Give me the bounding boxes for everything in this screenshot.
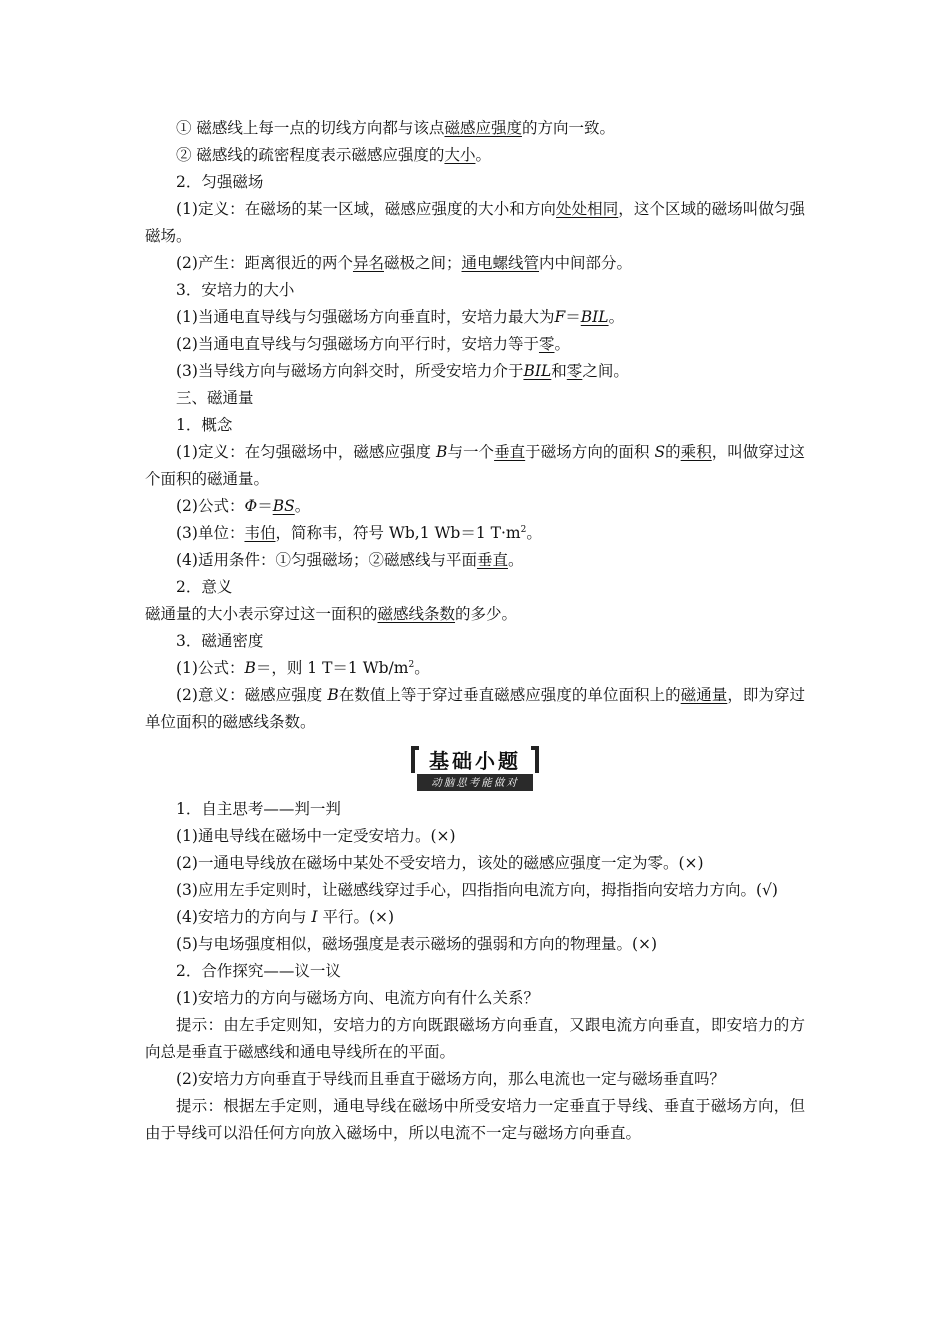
- section-heading: 1．概念: [176, 416, 233, 434]
- question-line: (5)与电场强度相似，磁场强度是表示磁场的强弱和方向的物理量。(×): [176, 935, 658, 953]
- banner-subtitle: 动脑思考能做对: [417, 774, 533, 791]
- section-heading: 1．自主思考——判一判: [176, 800, 341, 818]
- text-line: (3)单位：韦伯，简称韦，符号 Wb,1 Wb＝1 $T\cdot m^2$。: [176, 524, 542, 542]
- question-line: (2)一通电导线放在磁场中某处不受安培力，该处的磁感应强度一定为零。(×): [176, 854, 704, 872]
- section-banner: [145, 746, 805, 792]
- section-heading: 3．安培力的大小: [176, 281, 295, 299]
- section-heading: 3．磁通密度: [176, 632, 264, 650]
- text-paragraph: (1)定义：在磁场的某一区域，磁感应强度的大小和方向处处相同，这个区域的磁场叫做匀强磁场。: [145, 200, 805, 245]
- section-heading: 三、磁通量: [176, 389, 254, 407]
- document-page: [145, 115, 805, 1147]
- question-line: (4)安培力的方向与 I 平行。(×): [176, 908, 395, 926]
- text-paragraph: (1)定义：在匀强磁场中，磁感应强度 B与一个垂直于磁场方向的面积 S的乘积，叫做穿过这个面积的磁通量。: [145, 443, 805, 488]
- text-line: 磁通量的大小表示穿过这一面积的磁感线条数的多少。: [145, 605, 518, 623]
- section-heading: 2．意义: [176, 578, 233, 596]
- question-line: (3)应用左手定则时，让磁感线穿过手心，四指指向电流方向，拇指指向安培力方向。(√): [176, 881, 778, 899]
- hint-paragraph: 提示：由左手定则知，安培力的方向既跟磁场方向垂直，又跟电流方向垂直，即安培力的方向总是垂直于磁感线和通电导线所在的平面。: [145, 1016, 805, 1061]
- text-line: (2)当通电直导线与匀强磁场方向平行时，安培力等于零。: [176, 335, 570, 353]
- text-line: (2)公式：Φ＝BS。: [176, 497, 311, 515]
- text-paragraph: (2)意义：磁感应强度 B在数值上等于穿过垂直磁感应强度的单位面积上的磁通量，即为穿过单位面积的磁感线条数。: [145, 686, 805, 731]
- text-line: ② 磁感线的疏密程度表示磁感应强度的大小。: [176, 146, 491, 164]
- text-line: ① 磁感线上每一点的切线方向都与该点磁感应强度的方向一致。: [176, 119, 615, 137]
- text-line: (2)产生：距离很近的两个异名磁极之间；通电螺线管内中间部分。: [176, 254, 633, 272]
- banner-title: 基础小题: [411, 746, 539, 773]
- question-line: (2)安培力方向垂直于导线而且垂直于磁场方向，那么电流也一定与磁场垂直吗？: [176, 1070, 725, 1088]
- question-line: (1)安培力的方向与磁场方向、电流方向有什么关系？: [176, 989, 539, 1007]
- hint-paragraph: 提示：根据左手定则，通电导线在磁场中所受安培力一定垂直于导线、垂直于磁场方向，但由于导线可以沿任何方向放入磁场中，所以电流不一定与磁场方向垂直。: [145, 1097, 805, 1142]
- text-line: (3)当导线方向与磁场方向斜交时，所受安培力介于BIL和零之间。: [176, 362, 629, 380]
- section-heading: 2．匀强磁场: [176, 173, 264, 191]
- section-heading: 2．合作探究——议一议: [176, 962, 341, 980]
- text-line: (4)适用条件：①匀强磁场；②磁感线与平面垂直。: [176, 551, 524, 569]
- text-line: (1)公式：B＝，则 1 T＝1 $Wb/m^2$。: [176, 659, 430, 677]
- question-line: (1)通电导线在磁场中一定受安培力。(×): [176, 827, 456, 845]
- text-line: (1)当通电直导线与匀强磁场方向垂直时，安培力最大为F＝BIL。: [176, 308, 625, 326]
